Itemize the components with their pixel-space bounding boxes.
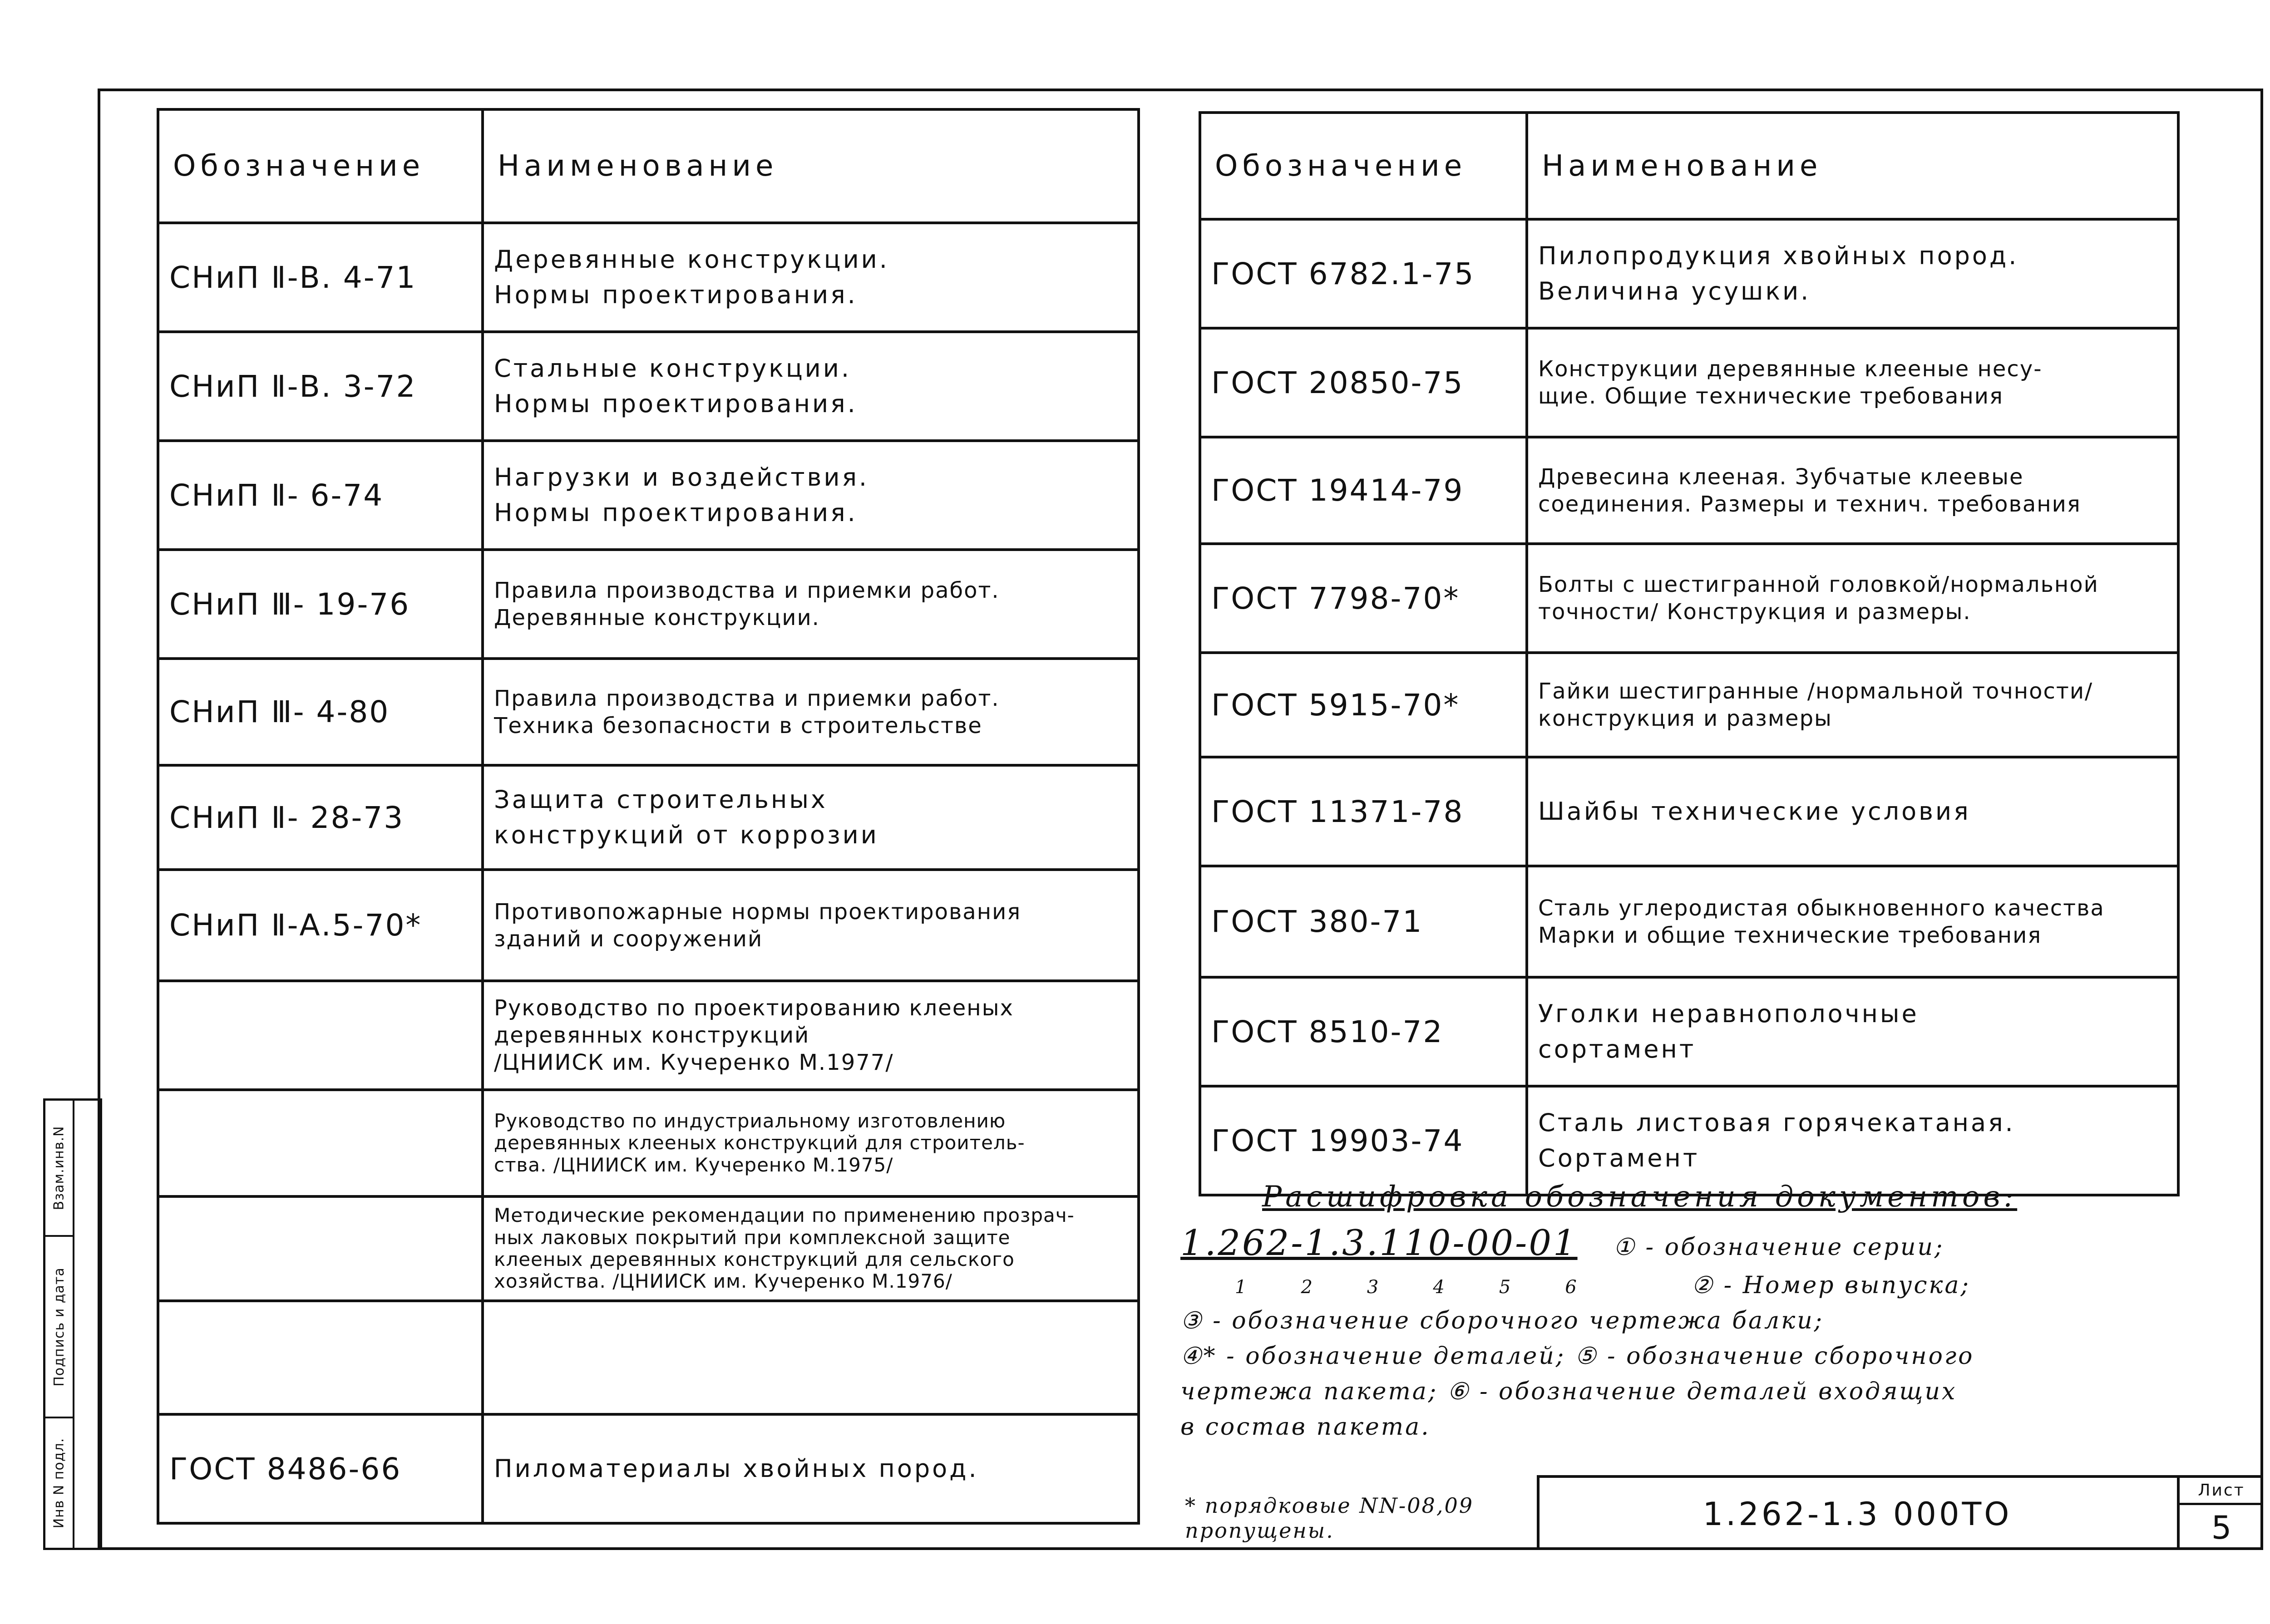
table-row — [158, 1090, 1139, 1196]
sidebar-label: Подпись и дата — [51, 1267, 67, 1387]
table-row — [158, 332, 1139, 441]
legend-part: 5 — [1499, 1277, 1565, 1298]
document-title-line: Правила производства и приемки работ. — [494, 685, 1000, 711]
document-title — [1527, 544, 2178, 653]
table-row — [158, 981, 1139, 1090]
document-title-line: Марки и общие технические требования — [1538, 922, 2042, 948]
document-code: СНиП Ⅱ-В. 3-72 — [158, 332, 483, 441]
table-row — [1200, 1086, 2178, 1195]
document-code: СНиП Ⅱ-В. 4-71 — [158, 223, 483, 332]
table-row — [158, 441, 1139, 550]
document-title-line: конструкция и размеры — [1538, 706, 1832, 731]
document-title-line: Древесина клееная. Зубчатые клеевые — [1538, 464, 2024, 490]
document-title — [483, 765, 1139, 870]
document-title — [1527, 866, 2178, 977]
document-title — [1527, 437, 2178, 544]
document-code: ГОСТ 11371-78 — [1200, 757, 1527, 866]
table-row — [158, 870, 1139, 981]
legend-code-value: 1.262-1.3.110-00-01 — [1180, 1223, 1578, 1264]
document-code: СНиП Ⅱ-А.5-70* — [158, 870, 483, 981]
document-designation: 1.262-1.3 000ТО — [1702, 1495, 2012, 1533]
table-row — [1200, 219, 2178, 328]
document-title-line: деревянных клееных конструкций для строитель- — [494, 1132, 1025, 1154]
table-row — [158, 1301, 1139, 1414]
document-title-line: Руководство по проектированию клееных — [494, 995, 1014, 1021]
sidebar-cell-signature — [45, 1237, 73, 1418]
table-row — [158, 223, 1139, 332]
document-title-line: щие. Общие технические требования — [1538, 384, 2004, 409]
document-code: ГОСТ 380-71 — [1200, 866, 1527, 977]
document-title-line: Методические рекомендации по применению прозрач- — [494, 1205, 1075, 1227]
document-title — [483, 1090, 1139, 1196]
legend-part: 2 — [1301, 1277, 1367, 1298]
left-reference-table — [157, 108, 1140, 1525]
document-title-line: Нагрузки и воздействия. — [494, 463, 869, 492]
document-title-line: Шайбы технические условия — [1538, 797, 1971, 826]
table-row — [1200, 866, 2178, 977]
document-title-line: /ЦНИИСК им. Кучеренко М.1977/ — [494, 1050, 894, 1075]
document-title — [483, 1301, 1139, 1414]
document-title — [1527, 653, 2178, 757]
table-row — [1200, 544, 2178, 653]
document-title-line: Конструкции деревянные клееные несу- — [1538, 356, 2043, 382]
table-header-row — [158, 109, 1139, 223]
header-code: Обозначение — [158, 109, 483, 223]
document-title — [483, 870, 1139, 981]
document-code: ГОСТ 6782.1-75 — [1200, 219, 1527, 328]
document-title-line: Деревянные конструкции. — [494, 245, 889, 274]
document-code: ГОСТ 8510-72 — [1200, 977, 1527, 1086]
sidebar-cell-replacement — [45, 1101, 73, 1237]
legend-code — [1180, 1223, 2229, 1264]
table-row — [158, 659, 1139, 765]
table-row — [158, 1196, 1139, 1301]
legend-line: ③ - обозначение сборочного чертежа балки; — [1180, 1307, 1824, 1334]
document-title-line: ных лаковых покрытий при комплексной защите — [494, 1226, 1011, 1249]
legend-part: 3 — [1367, 1277, 1433, 1298]
header-name: Наименование — [1527, 113, 2178, 219]
document-title — [483, 1414, 1139, 1523]
document-title-line: Болты с шестигранной головкой/нормальной — [1538, 572, 2099, 597]
document-title — [483, 981, 1139, 1090]
document-title-line: Защита строительных — [494, 785, 828, 814]
legend-title: Расшифровка обозначения документов: — [1262, 1180, 2018, 1214]
document-title-line: точности/ Конструкция и размеры. — [1538, 599, 1971, 625]
document-title — [483, 1196, 1139, 1301]
table-row — [1200, 328, 2178, 437]
document-code — [158, 981, 483, 1090]
document-code — [158, 1301, 483, 1414]
sidebar-cell-inventory — [45, 1418, 73, 1548]
document-title-line: Руководство по индустриальному изготовлению — [494, 1110, 1006, 1132]
document-title-line: клееных деревянных конструкций для сельского — [494, 1249, 1015, 1270]
document-title-line: Уголки неравнополочные — [1538, 999, 1919, 1028]
table-row — [1200, 757, 2178, 866]
document-title-line: Гайки шестигранные /нормальной точности/ — [1538, 679, 2093, 704]
document-title — [483, 550, 1139, 659]
document-title — [1527, 219, 2178, 328]
document-title — [483, 659, 1139, 765]
table-row — [158, 1414, 1139, 1523]
legend-line: в состав пакета. — [1180, 1413, 1431, 1441]
table-header-row — [1200, 113, 2178, 219]
document-title-line: соединения. Размеры и технич. требования — [1538, 491, 2081, 517]
footnote-line: пропущены. — [1185, 1518, 1334, 1543]
legend-line: ① - обозначение серии; — [1613, 1234, 1944, 1261]
document-code: СНиП Ⅱ- 6-74 — [158, 441, 483, 550]
document-code: ГОСТ 7798-70* — [1200, 544, 1527, 653]
legend-line: чертежа пакета; ⑥ - обозначение деталей входящих — [1180, 1378, 1957, 1405]
document-code — [158, 1196, 483, 1301]
sheet-box — [2177, 1478, 2263, 1550]
document-code: СНиП Ⅲ- 4-80 — [158, 659, 483, 765]
designation-legend — [1180, 1180, 2229, 1441]
document-code: СНиП Ⅱ- 28-73 — [158, 765, 483, 870]
footnote — [1185, 1493, 1474, 1543]
document-title — [1527, 977, 2178, 1086]
document-title — [1527, 328, 2178, 437]
sidebar-divider — [73, 1101, 74, 1548]
document-title-line: Пиломатериалы хвойных пород. — [494, 1454, 979, 1483]
table-row — [1200, 653, 2178, 757]
table-row — [158, 550, 1139, 659]
document-title-line: Техника безопасности в строительстве — [494, 713, 982, 738]
sheet-label: Лист — [2180, 1478, 2263, 1505]
document-title-line: Сталь углеродистая обыкновенного качества — [1538, 895, 2105, 921]
document-code: СНиП Ⅲ- 19-76 — [158, 550, 483, 659]
approval-sidebar — [43, 1098, 102, 1550]
document-code: ГОСТ 5915-70* — [1200, 653, 1527, 757]
document-title-line: сортамент — [1538, 1035, 1696, 1063]
legend-part: 4 — [1433, 1277, 1499, 1298]
table-row — [1200, 437, 2178, 544]
sheet-number: 5 — [2211, 1509, 2232, 1546]
document-title-line: Правила производства и приемки работ. — [494, 578, 1000, 603]
right-reference-table — [1199, 111, 2180, 1196]
document-title-line: хозяйства. /ЦНИИСК им. Кучеренко М.1976/ — [494, 1270, 952, 1293]
document-title — [483, 223, 1139, 332]
sidebar-label: Взам.инв.N — [51, 1126, 67, 1210]
table-row — [1200, 977, 2178, 1086]
sidebar-label: Инв N подл. — [51, 1437, 67, 1529]
document-title-line: Сталь листовая горячекатаная. — [1538, 1108, 2015, 1137]
header-code: Обозначение — [1200, 113, 1527, 219]
document-title — [483, 332, 1139, 441]
document-title-line: Сортамент — [1538, 1144, 1700, 1172]
document-title-line: Нормы проектирования. — [494, 281, 858, 309]
legend-line: ④* - обозначение деталей; ⑤ - обозначение сборочного — [1180, 1343, 1974, 1370]
table-row — [158, 765, 1139, 870]
document-title-line: Нормы проектирования. — [494, 389, 858, 418]
legend-line: ② - Номер выпуска; — [1691, 1272, 1971, 1299]
document-title-line: деревянных конструкций — [494, 1023, 810, 1048]
document-title-line: Деревянные конструкции. — [494, 605, 820, 630]
document-code — [158, 1090, 483, 1196]
header-name: Наименование — [483, 109, 1139, 223]
footnote-line: * порядковые NN-08,09 — [1185, 1493, 1474, 1518]
document-title-line: конструкций от коррозии — [494, 821, 879, 849]
document-code: ГОСТ 8486-66 — [158, 1414, 483, 1523]
title-block — [1537, 1475, 2263, 1550]
document-title-line: Величина усушки. — [1538, 277, 1811, 305]
legend-part: 6 — [1565, 1277, 1631, 1298]
document-code: ГОСТ 19903-74 — [1200, 1086, 1527, 1195]
document-title — [1527, 757, 2178, 866]
document-code: ГОСТ 19414-79 — [1200, 437, 1527, 544]
document-title-line: Нормы проектирования. — [494, 498, 858, 527]
legend-parts — [1235, 1272, 2229, 1299]
document-code: ГОСТ 20850-75 — [1200, 328, 1527, 437]
legend-part: 1 — [1235, 1277, 1301, 1298]
document-title — [483, 441, 1139, 550]
document-title-line: Пилопродукция хвойных пород. — [1538, 241, 2019, 270]
document-title — [1527, 1086, 2178, 1195]
document-title-line: Противопожарные нормы проектирования — [494, 899, 1022, 925]
document-title-line: Стальные конструкции. — [494, 354, 851, 383]
document-title-line: зданий и сооружений — [494, 926, 763, 952]
document-title-line: ства. /ЦНИИСК им. Кучеренко М.1975/ — [494, 1154, 893, 1176]
